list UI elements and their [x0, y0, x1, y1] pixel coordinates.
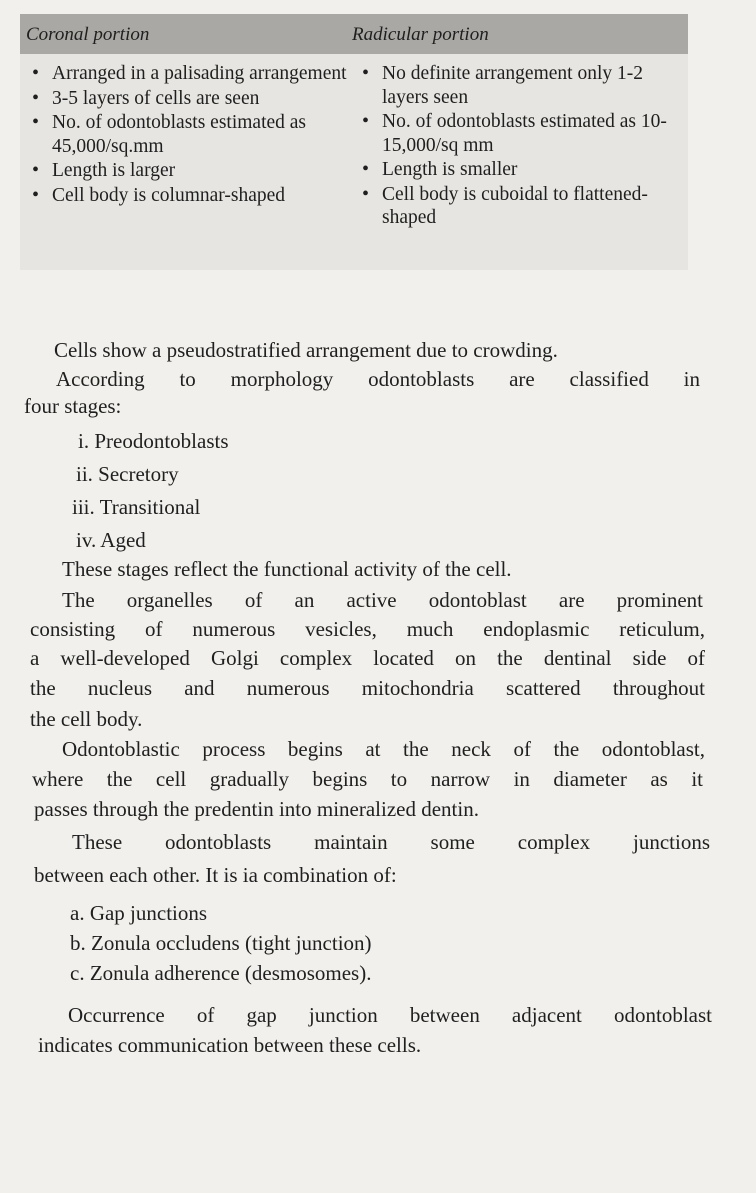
junction-item: b. Zonula occludens (tight junction) — [70, 931, 372, 955]
radicular-item: • No definite arrangement only 1-2 layers seen — [358, 62, 688, 109]
junction-item: c. Zonula adherence (desmosomes). — [70, 961, 372, 985]
coronal-item: • 3-5 layers of cells are seen — [28, 87, 348, 111]
radicular-list — [358, 62, 688, 231]
header-radicular: Radicular portion — [352, 24, 489, 45]
paragraph-morphology-line: four stages: — [24, 394, 122, 418]
radicular-item: • Length is smaller — [358, 158, 688, 182]
paragraph-organelles-line: a well-developed Golgi complex located on the dentinal side of — [30, 646, 705, 670]
paragraph-organelles-line: the cell body. — [30, 707, 143, 731]
stage-item: i. Preodontoblasts — [78, 429, 229, 453]
paragraph-junctions-line: These odontoblasts maintain some complex junctions — [72, 830, 710, 854]
paragraph-organelles-line: consisting of numerous vesicles, much endoplasmic reticulum, — [30, 617, 705, 641]
paragraph-organelles-line: the nucleus and numerous mitochondria scattered throughout — [30, 676, 705, 700]
paragraph-stages-reflect: These stages reflect the functional activity of the cell. — [62, 557, 512, 581]
stage-item: iii. Transitional — [72, 495, 201, 519]
coronal-item: • Arranged in a palisading arrangement — [28, 62, 348, 86]
paragraph-morphology-line: According to morphology odontoblasts are classified in — [56, 367, 700, 391]
coronal-item: • Cell body is columnar-shaped — [28, 184, 348, 208]
junction-item: a. Gap junctions — [70, 901, 208, 925]
coronal-list — [28, 62, 348, 208]
paragraph-organelles-line: The organelles of an active odontoblast are prominent — [62, 588, 703, 612]
radicular-item: • No. of odontoblasts estimated as 10-15,000/sq mm — [358, 110, 688, 157]
paragraph-process-line: where the cell gradually begins to narrow in diameter as it — [32, 767, 703, 791]
coronal-item: • Length is larger — [28, 159, 348, 183]
stage-item: iv. Aged — [76, 528, 146, 552]
paragraph-process-line: Odontoblastic process begins at the neck of the odontoblast, — [62, 737, 705, 761]
paragraph-gap-junction-line: indicates communication between these cells. — [38, 1033, 422, 1057]
paragraph-crowding: Cells show a pseudostratified arrangement due to crowding. — [54, 338, 558, 362]
coronal-item: • No. of odontoblasts estimated as 45,000/sq.mm — [28, 111, 348, 158]
paragraph-process-line: passes through the predentin into mineralized dentin. — [34, 797, 479, 821]
radicular-item: • Cell body is cuboidal to flattened-shaped — [358, 183, 688, 230]
paragraph-junctions-line: between each other. It is ia combination of: — [34, 863, 397, 887]
comparison-table — [20, 14, 688, 270]
header-coronal: Coronal portion — [26, 24, 150, 45]
paragraph-gap-junction-line: Occurrence of gap junction between adjacent odontoblast — [68, 1003, 712, 1027]
table-header — [20, 14, 688, 54]
stage-item: ii. Secretory — [76, 462, 179, 486]
